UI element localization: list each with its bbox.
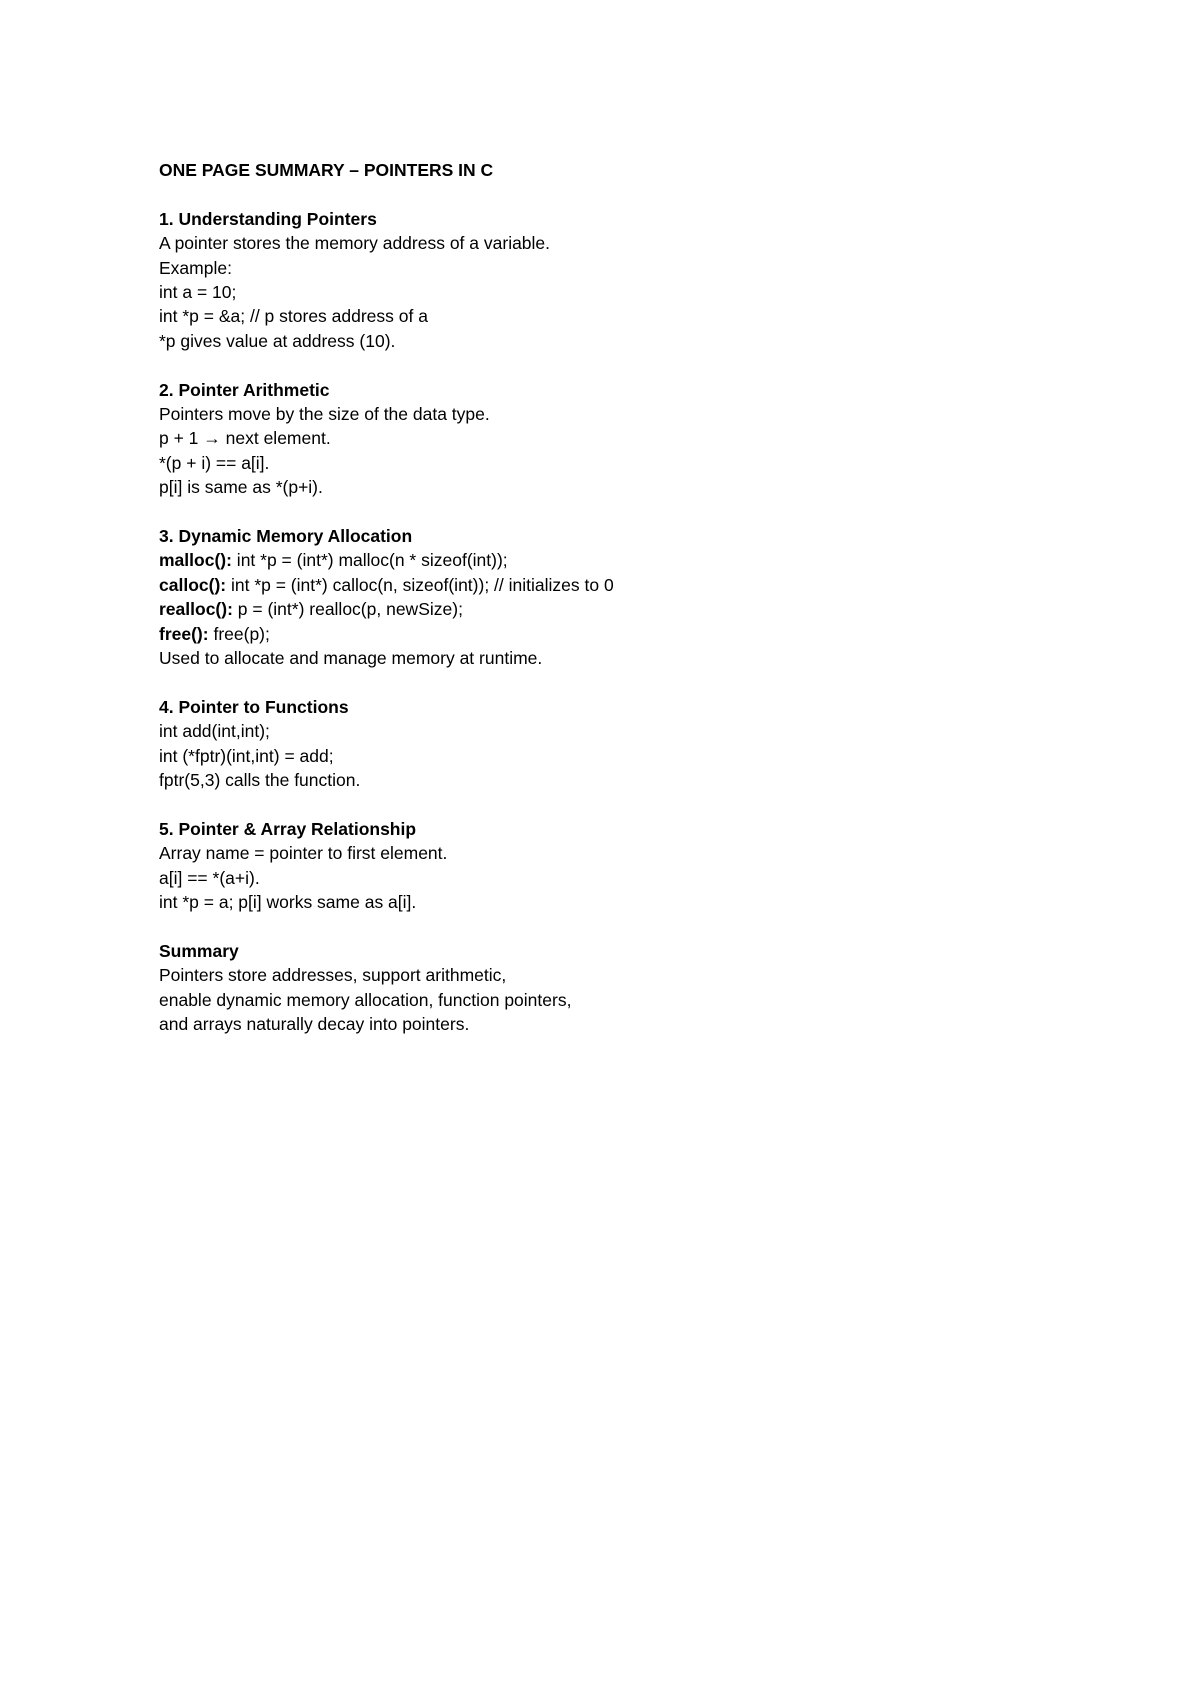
section-dynamic-memory-allocation <box>159 524 1119 670</box>
function-term: calloc(): <box>159 574 227 595</box>
code-line: int (*fptr)(int,int) = add; <box>159 745 334 766</box>
function-term: realloc(): <box>159 599 233 620</box>
text-line: Used to allocate and manage memory at runtime. <box>159 648 543 669</box>
section-heading: 3. Dynamic Memory Allocation <box>159 526 413 547</box>
code-line: int *p = &a; // p stores address of a <box>159 306 428 327</box>
function-term: free(): <box>159 623 209 644</box>
text-line: int *p = a; p[i] works same as a[i]. <box>159 892 417 913</box>
function-description: p = (int*) realloc(p, newSize); <box>232 599 463 620</box>
text-line: p + 1 → next element. <box>159 428 331 449</box>
text-line: fptr(5,3) calls the function. <box>159 770 361 791</box>
function-description: int *p = (int*) calloc(n, sizeof(int)); // initializes to 0 <box>226 574 614 595</box>
free-entry <box>159 622 1119 646</box>
text-line: Array name = pointer to first element. <box>159 843 448 864</box>
section-pointer-array-relationship <box>159 817 1119 915</box>
text-line: Example: <box>159 257 232 278</box>
section-heading: 5. Pointer & Array Relationship <box>159 818 417 839</box>
text-line: enable dynamic memory allocation, function pointers, <box>159 989 572 1010</box>
text-line: Pointers store addresses, support arithmetic, <box>159 965 507 986</box>
section-heading: 2. Pointer Arithmetic <box>159 379 330 400</box>
text-line: p[i] is same as *(p+i). <box>159 477 323 498</box>
document-page <box>159 158 1119 1061</box>
realloc-entry <box>159 597 1119 621</box>
calloc-entry <box>159 573 1119 597</box>
text-line: *(p + i) == a[i]. <box>159 452 270 473</box>
section-summary <box>159 939 1119 1037</box>
text-line: *p gives value at address (10). <box>159 330 396 351</box>
code-line: int a = 10; <box>159 282 237 303</box>
document-title: ONE PAGE SUMMARY – POINTERS IN C <box>159 160 494 180</box>
section-heading: 1. Understanding Pointers <box>159 208 377 229</box>
function-term: malloc(): <box>159 550 232 571</box>
text-line: and arrays naturally decay into pointers. <box>159 1014 470 1035</box>
text-line: A pointer stores the memory address of a variable. <box>159 233 551 254</box>
function-description: free(p); <box>208 623 270 644</box>
text-line: Pointers move by the size of the data type. <box>159 404 490 425</box>
malloc-entry <box>159 548 1119 572</box>
section-heading: Summary <box>159 940 239 961</box>
section-understanding-pointers <box>159 207 1119 353</box>
text-line: a[i] == *(a+i). <box>159 867 260 888</box>
section-heading: 4. Pointer to Functions <box>159 696 349 717</box>
function-description: int *p = (int*) malloc(n * sizeof(int)); <box>231 550 508 571</box>
section-pointer-to-functions <box>159 695 1119 793</box>
section-pointer-arithmetic <box>159 378 1119 500</box>
code-line: int add(int,int); <box>159 721 270 742</box>
